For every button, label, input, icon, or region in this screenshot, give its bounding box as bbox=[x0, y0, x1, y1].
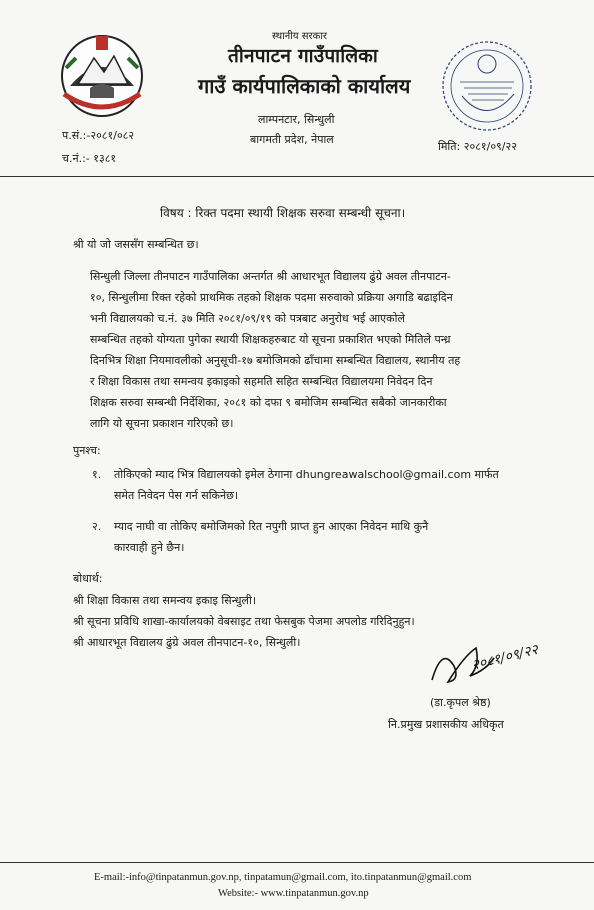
postscript-item-line: कारवाही हुने छैन। bbox=[114, 541, 185, 554]
nepal-emblem-icon bbox=[56, 28, 148, 120]
postscript-item-line: म्याद नाघी वा तोकिए बमोजिमको रित नपुगी प्राप्त हुन आएका निवेदन माथि कुनै bbox=[114, 520, 429, 533]
letter-date: मिति: २०८१/०९/२२ bbox=[438, 140, 517, 153]
body-line: १०, सिन्धुलीमा रिक्त रहेको प्राथमिक तहको शिक्षक पदमा सरुवाको प्रक्रिया अगाडि बढाइदिन bbox=[90, 291, 453, 304]
postscript-item-line: तोकिएको म्याद भित्र विद्यालयको इमेल ठेगाना dhungreawalschool@gmail.com मार्फत bbox=[114, 468, 499, 481]
postscript-item-number: १. bbox=[92, 468, 102, 481]
body-line: दिनभित्र शिक्षा नियमावलीको अनुसूची-१७ बमोजिमको ढाँचामा सम्बन्धित विद्यालय, स्थानीय तह bbox=[90, 354, 461, 367]
postscript-list bbox=[92, 464, 562, 558]
address-line-2: बागमती प्रदेश, नेपाल bbox=[250, 133, 334, 146]
office-name: गाउँ कार्यपालिकाको कार्यालय bbox=[198, 74, 411, 98]
footer-email: E-mail:-info@tinpatanmun.gov.np, tinpatamun@gmail.com, ito.tinpatanmun@gmail.com bbox=[94, 872, 472, 883]
municipality-name: तीनपाटन गाउँपालिका bbox=[228, 45, 379, 67]
office-seal-icon bbox=[432, 36, 542, 136]
body-line: सिन्धुली जिल्ला तीनपाटन गाउँपालिका अन्तर्गत श्री आधारभूत विद्यालय ढुंग्रे अवल तीनपाटन- bbox=[90, 270, 451, 283]
address-line-1: लाम्पनटार, सिन्धुली bbox=[258, 113, 335, 126]
footer-website: Website:- www.tinpatanmun.gov.np bbox=[218, 888, 369, 899]
header-divider bbox=[0, 176, 594, 177]
signatory-name: (डा.कृपल श्रेष्ठ) bbox=[430, 696, 491, 709]
cc-heading: बोधार्थ: bbox=[73, 572, 103, 585]
local-government-label: स्थानीय सरकार bbox=[272, 31, 327, 42]
notice-body bbox=[90, 266, 560, 434]
postscript-item bbox=[92, 464, 562, 506]
signatory-title: नि.प्रमुख प्रशासकीय अधिकृत bbox=[388, 718, 504, 731]
cc-item: श्री आधारभूत विद्यालय ढुंग्रे अवल तीनपाटन-१०, सिन्धुली। bbox=[73, 636, 301, 649]
dispatch-number: च.नं.:- १३८१ bbox=[62, 152, 117, 165]
postscript-item-number: २. bbox=[92, 520, 102, 533]
body-line: शिक्षक सरुवा सम्बन्धी निर्देशिका, २०८१ को दफा ९ बमोजिम सम्बन्धित सबैको जानकारीका bbox=[90, 396, 447, 409]
footer-divider bbox=[0, 862, 594, 863]
postscript-item bbox=[92, 516, 562, 558]
body-line: सम्बन्धित तहको योग्यता पुगेका स्थायी शिक्षकहरुबाट यो सूचना प्रकाशित भएको मितिले पन्ध्र bbox=[90, 333, 451, 346]
salutation: श्री यो जो जससँग सम्बन्धित छ। bbox=[73, 238, 199, 251]
cc-item: श्री सूचना प्रविधि शाखा-कार्यालयको वेबसाइट तथा फेसबुक पेजमा अपलोड गरिदिनुहुन। bbox=[73, 615, 415, 628]
body-line: र शिक्षा विकास तथा समन्वय इकाइको सहमति सहित सम्बन्धित विद्यालयमा निवेदन दिन bbox=[90, 375, 433, 388]
body-line: भनी विद्यालयको च.नं. ३७ मिति २०८१/०९/१९ को पत्रबाट अनुरोध भई आएकोले bbox=[90, 312, 405, 325]
handwritten-date: २०८१/०९/२२ bbox=[470, 641, 540, 674]
reference-number: प.सं.:-२०८१/०८२ bbox=[62, 129, 135, 142]
postscript-heading: पुनश्च: bbox=[73, 444, 101, 457]
postscript-item-line: समेत निवेदन पेस गर्न सकिनेछ। bbox=[114, 489, 238, 502]
subject-line: विषय : रिक्त पदमा स्थायी शिक्षक सरुवा सम्बन्धी सूचना। bbox=[160, 206, 406, 220]
cc-item: श्री शिक्षा विकास तथा समन्वय इकाइ सिन्धुली। bbox=[73, 594, 256, 607]
body-line: लागि यो सूचना प्रकाशन गरिएको छ। bbox=[90, 417, 234, 430]
